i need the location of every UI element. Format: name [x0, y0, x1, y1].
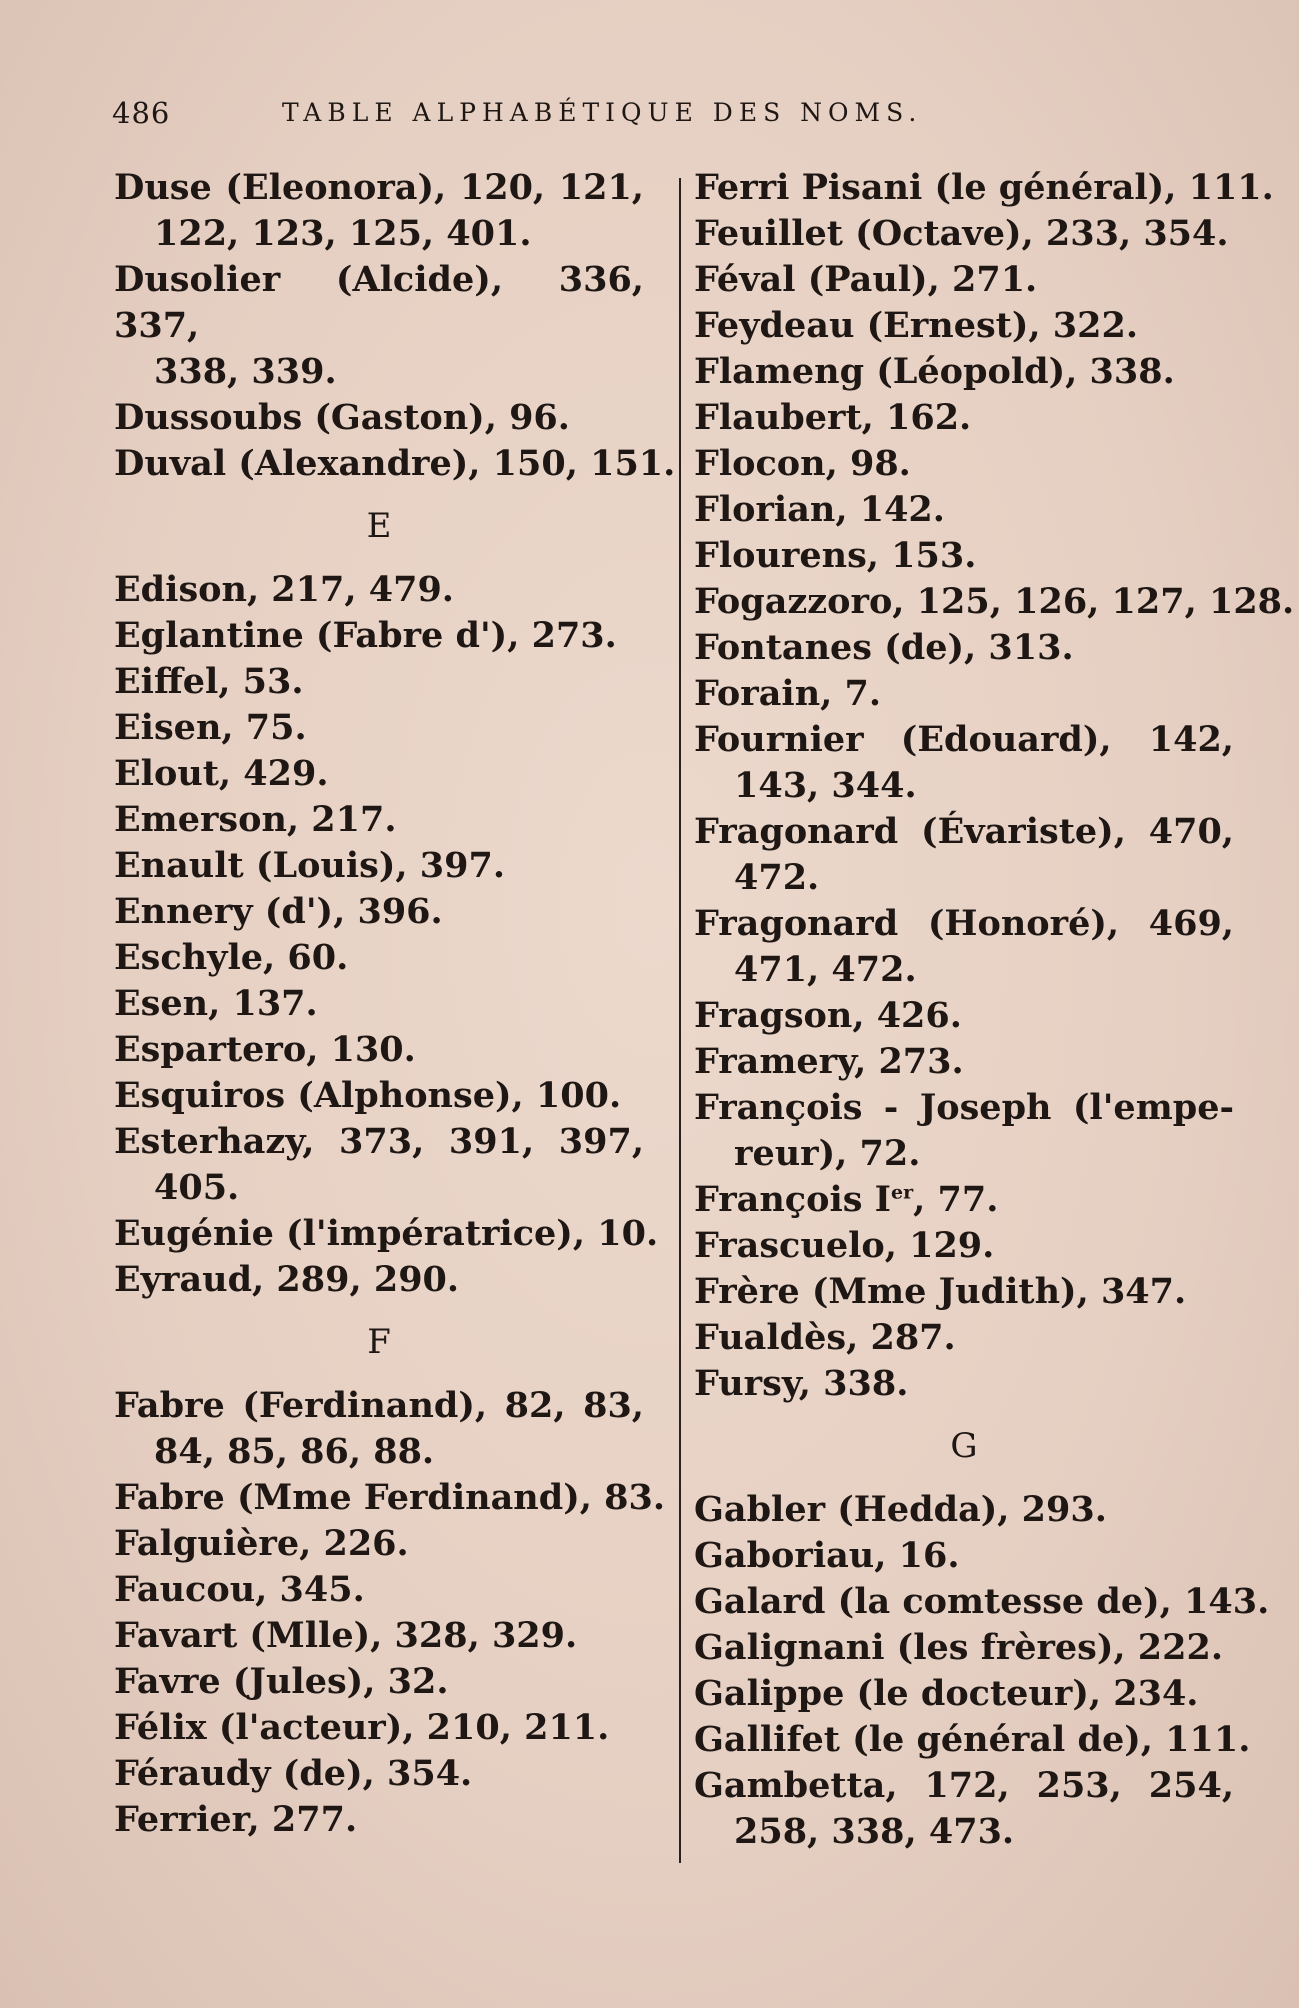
- entry-line: Flameng (Léopold), 338.: [694, 351, 1175, 392]
- index-entry: [114, 1211, 659, 1257]
- entry-line: Ferrier, 277.: [114, 1799, 358, 1840]
- entry-line: Fabre (Ferdinand), 82, 83,: [114, 1385, 644, 1426]
- entry-line: Florian, 142.: [694, 489, 945, 530]
- entry-line: Fontanes (de), 313.: [694, 627, 1074, 668]
- index-entry: [694, 1361, 1234, 1407]
- entry-line: Duse (Eleonora), 120, 121,: [114, 167, 644, 208]
- right-column: [694, 165, 1295, 1855]
- entry-line: Espartero, 130.: [114, 1029, 416, 1070]
- index-entry: [694, 349, 1234, 395]
- index-entry: [114, 1659, 644, 1705]
- entry-line: Feuillet (Octave), 233, 354.: [694, 213, 1229, 254]
- entry-line: Dussoubs (Gaston), 96.: [114, 397, 570, 438]
- entry-line: Forain, 7.: [694, 673, 882, 714]
- section-letter-f: F: [367, 1322, 391, 1362]
- entry-line: Eiffel, 53.: [114, 661, 304, 702]
- index-entry: [114, 1383, 644, 1475]
- index-entry: [694, 533, 1234, 579]
- index-entry: [694, 901, 1234, 993]
- index-entry: [694, 1487, 1234, 1533]
- entry-line: Favart (Mlle), 328, 329.: [114, 1615, 578, 1656]
- entry-line: Galignani (les frères), 222.: [694, 1627, 1224, 1668]
- entry-line: Falguière, 226.: [114, 1523, 409, 1564]
- entry-continuation: 258, 338, 473.: [734, 1811, 1015, 1852]
- entry-line: Fabre (Mme Ferdinand), 83.: [114, 1477, 666, 1518]
- index-entry: [114, 797, 644, 843]
- page-header: [112, 96, 1232, 136]
- index-entry: [114, 1521, 644, 1567]
- index-entry: [114, 165, 644, 257]
- entry-line: Gallifet (le général de), 111.: [694, 1719, 1251, 1760]
- index-entry: [114, 613, 644, 659]
- index-entry: [114, 935, 644, 981]
- index-entry: [694, 1533, 1234, 1579]
- left-column: [114, 165, 676, 1843]
- entry-line: Fournier (Edouard), 142,: [694, 719, 1234, 760]
- entry-name: François I: [694, 1179, 892, 1220]
- entry-line: Fragonard (Évariste), 470,: [694, 811, 1234, 852]
- index-entry: [114, 843, 644, 889]
- entry-line: Galippe (le docteur), 234.: [694, 1673, 1199, 1714]
- index-entry: [694, 671, 1234, 717]
- entry-line: Esen, 137.: [114, 983, 318, 1024]
- index-entry: [694, 487, 1234, 533]
- entry-line: Féraudy (de), 354.: [114, 1753, 473, 1794]
- entry-line: Emerson, 217.: [114, 799, 397, 840]
- entry-continuation: reur), 72.: [734, 1133, 921, 1174]
- index-entry: [694, 1717, 1251, 1763]
- entry-line: Frère (Mme Judith), 347.: [694, 1271, 1187, 1312]
- index-entry: [114, 441, 676, 487]
- index-entry: [114, 1613, 644, 1659]
- entry-line: Ennery (d'), 396.: [114, 891, 443, 932]
- index-entry: [114, 567, 644, 613]
- index-entry: [694, 257, 1234, 303]
- index-entry: [694, 1269, 1234, 1315]
- entry-line: Eisen, 75.: [114, 707, 307, 748]
- entry-line: Eugénie (l'impératrice), 10.: [114, 1213, 659, 1254]
- entry-continuation: 405.: [154, 1167, 240, 1208]
- entry-line: Feydeau (Ernest), 322.: [694, 305, 1139, 346]
- index-entry: [694, 809, 1234, 901]
- index-entry: [694, 1671, 1234, 1717]
- index-entry: [694, 1085, 1234, 1177]
- entry-line: Eglantine (Fabre d'), 273.: [114, 615, 617, 656]
- entry-pages: , 77.: [913, 1179, 999, 1220]
- entry-line: Galard (la comtesse de), 143.: [694, 1581, 1270, 1622]
- entry-line: François - Joseph (l'empe-: [694, 1087, 1234, 1128]
- section-letter-e: E: [366, 506, 392, 546]
- entry-line: Dusolier (Alcide), 336, 337,: [114, 259, 644, 346]
- index-entry: [114, 751, 644, 797]
- entry-line: Esquiros (Alphonse), 100.: [114, 1075, 622, 1116]
- index-entry: [114, 395, 644, 441]
- entry-line: Eschyle, 60.: [114, 937, 349, 978]
- index-entry: [694, 1763, 1234, 1855]
- entry-line: Fragson, 426.: [694, 995, 962, 1036]
- entry-line: Eyraud, 289, 290.: [114, 1259, 460, 1300]
- index-entry: [114, 1073, 644, 1119]
- entry-line: Ferri Pisani (le général), 111.: [694, 167, 1274, 208]
- index-entry: [114, 659, 644, 705]
- index-entry: [694, 717, 1234, 809]
- index-entry: [114, 705, 644, 751]
- entry-line: Frascuelo, 129.: [694, 1225, 995, 1266]
- index-entry: [694, 625, 1234, 671]
- index-entry: [694, 303, 1234, 349]
- index-entry: [694, 1315, 1234, 1361]
- entry-line: Flourens, 153.: [694, 535, 977, 576]
- entry-line: Fursy, 338.: [694, 1363, 909, 1404]
- entry-line: [694, 1177, 1234, 1223]
- index-entry: [114, 1751, 644, 1797]
- entry-line: Favre (Jules), 32.: [114, 1661, 449, 1702]
- entry-continuation: 122, 123, 125, 401.: [154, 213, 532, 254]
- index-entry: [694, 1177, 1234, 1223]
- entry-line: Framery, 273.: [694, 1041, 964, 1082]
- index-entry: [694, 1625, 1234, 1671]
- index-entry: [694, 395, 1234, 441]
- index-entry: [694, 993, 1234, 1039]
- entry-line: Flaubert, 162.: [694, 397, 972, 438]
- running-title: TABLE ALPHABÉTIQUE DES NOMS.: [282, 98, 923, 127]
- entry-line: Enault (Louis), 397.: [114, 845, 506, 886]
- entry-line: Féval (Paul), 271.: [694, 259, 1038, 300]
- index-entry: [114, 1027, 644, 1073]
- page-number: 486: [112, 96, 171, 130]
- entry-line: Elout, 429.: [114, 753, 329, 794]
- entry-continuation: 471, 472.: [734, 949, 917, 990]
- index-entry: [114, 1567, 644, 1613]
- index-entry: [114, 1475, 666, 1521]
- index-entry: [694, 579, 1295, 625]
- entry-line: Félix (l'acteur), 210, 211.: [114, 1707, 610, 1748]
- index-entry: [694, 211, 1234, 257]
- index-entry: [114, 981, 644, 1027]
- entry-line: Duval (Alexandre), 150, 151.: [114, 443, 676, 484]
- index-entry: [114, 1257, 644, 1303]
- index-entry: [114, 1797, 644, 1843]
- entry-line: Gambetta, 172, 253, 254,: [694, 1765, 1234, 1806]
- entry-continuation: 143, 344.: [734, 765, 917, 806]
- entry-line: Faucou, 345.: [114, 1569, 365, 1610]
- entry-line: Gabler (Hedda), 293.: [694, 1489, 1107, 1530]
- entry-line: Edison, 217, 479.: [114, 569, 454, 610]
- index-entry: [694, 1039, 1234, 1085]
- column-divider: [679, 178, 681, 1863]
- entry-line: Fogazzoro, 125, 126, 127, 128.: [694, 581, 1295, 622]
- entry-line: Esterhazy, 373, 391, 397,: [114, 1121, 644, 1162]
- entry-continuation: 472.: [734, 857, 820, 898]
- entry-continuation: 338, 339.: [154, 351, 337, 392]
- entry-line: Fragonard (Honoré), 469,: [694, 903, 1234, 944]
- entry-continuation: 84, 85, 86, 88.: [154, 1431, 435, 1472]
- index-entry: [114, 1119, 644, 1211]
- entry-line: Flocon, 98.: [694, 443, 911, 484]
- index-entry: [694, 441, 1234, 487]
- section-letter-g: G: [950, 1426, 978, 1466]
- index-entry: [694, 1579, 1270, 1625]
- index-entry: [114, 1705, 644, 1751]
- entry-line: Gaboriau, 16.: [694, 1535, 960, 1576]
- index-entry: [114, 889, 644, 935]
- index-entry: [694, 165, 1274, 211]
- index-entry: [694, 1223, 1234, 1269]
- entry-line: Fualdès, 287.: [694, 1317, 956, 1358]
- entry-superscript: er: [891, 1181, 914, 1204]
- index-entry: [114, 257, 644, 395]
